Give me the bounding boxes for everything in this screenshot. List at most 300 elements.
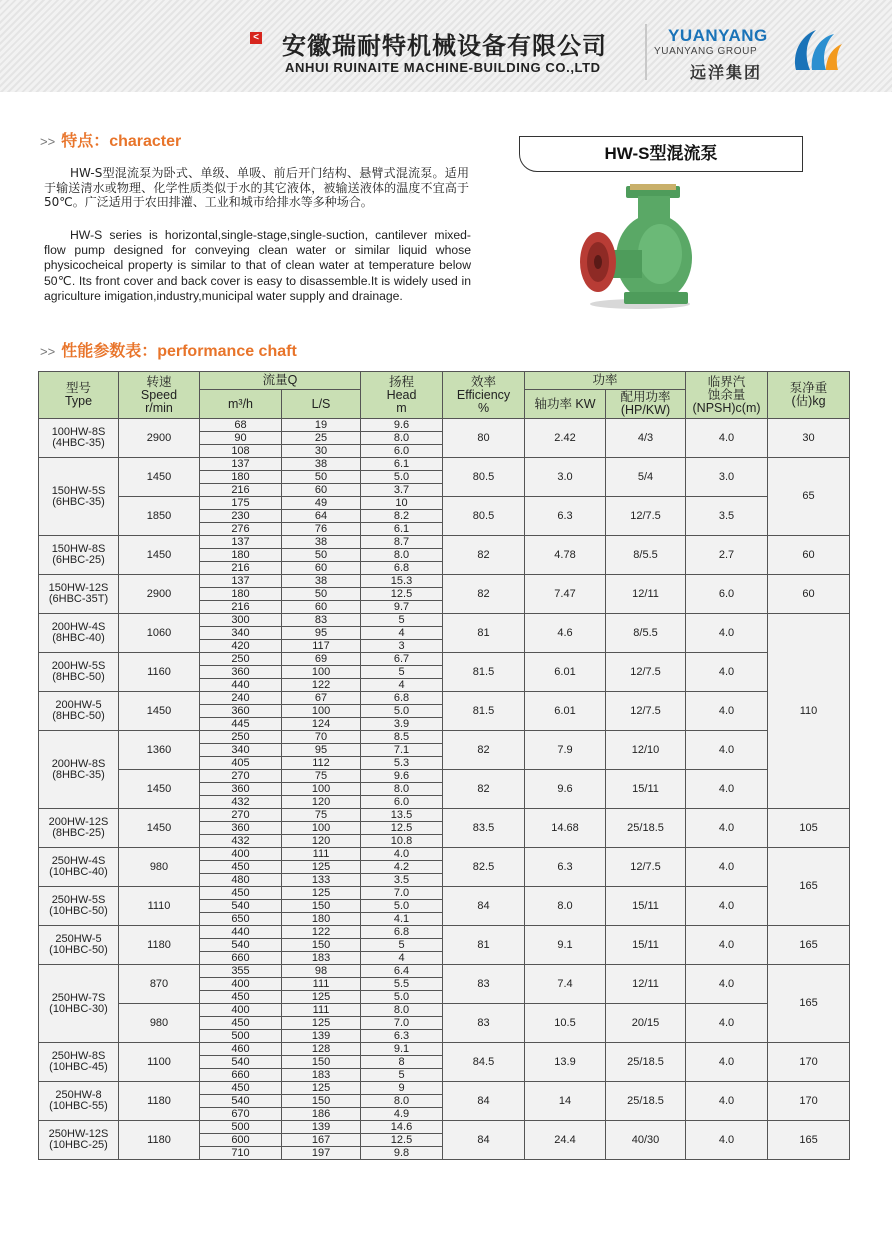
- double-chevron-icon: >>: [40, 344, 56, 359]
- npsh-cell: 2.7: [686, 536, 768, 575]
- flow-m3h-cell: 340: [200, 744, 282, 757]
- flow-m3h-cell: 450: [200, 1017, 282, 1030]
- flow-m3h-cell: 300: [200, 614, 282, 627]
- double-chevron-icon: >>: [40, 134, 56, 149]
- flow-ls-cell: 50: [282, 549, 361, 562]
- flow-ls-cell: 112: [282, 757, 361, 770]
- head-cell: 4.9: [361, 1108, 443, 1121]
- flow-ls-cell: 50: [282, 471, 361, 484]
- table-row: [39, 731, 850, 744]
- pump-model: 200HW-12S: [48, 816, 109, 828]
- flow-ls-cell: 19: [282, 419, 361, 432]
- flow-m3h-cell: 360: [200, 666, 282, 679]
- col-header-model: 型号 Type: [39, 372, 119, 419]
- head-cell: 5: [361, 1069, 443, 1082]
- table-row: [39, 614, 850, 627]
- speed-cell: 1060: [119, 614, 200, 653]
- head-cell: 5: [361, 614, 443, 627]
- logo-text-cn: 远洋集团: [690, 63, 763, 82]
- head-cell: 6.1: [361, 523, 443, 536]
- table-row: [39, 458, 850, 471]
- shaft-cell: 2.42: [525, 419, 606, 458]
- pump-model-cell: [39, 1082, 119, 1121]
- flow-m3h-cell: 540: [200, 1095, 282, 1108]
- flow-m3h-cell: 400: [200, 978, 282, 991]
- pump-model: 150HW-12S: [48, 582, 109, 594]
- flow-m3h-cell: 405: [200, 757, 282, 770]
- weight-cell: 165: [768, 926, 850, 965]
- flow-ls-cell: 30: [282, 445, 361, 458]
- speed-cell: 980: [119, 1004, 200, 1043]
- eff-cell: 84.5: [443, 1043, 525, 1082]
- flow-m3h-cell: 355: [200, 965, 282, 978]
- head-cell: 4.0: [361, 848, 443, 861]
- col-header-weight: 泵净重 (估)kg: [768, 372, 850, 419]
- flow-m3h-cell: 250: [200, 731, 282, 744]
- pump-model: 250HW-5S: [51, 894, 106, 906]
- col-header-speed: 转速 Speed r/min: [119, 372, 200, 419]
- head-cell: 6.8: [361, 926, 443, 939]
- pump-model-alt: (10HBC-25): [49, 1139, 108, 1151]
- speed-cell: 1180: [119, 926, 200, 965]
- flow-m3h-cell: 360: [200, 783, 282, 796]
- rated-cell: 12/7.5: [606, 653, 686, 692]
- flow-ls-cell: 60: [282, 601, 361, 614]
- flow-ls-cell: 111: [282, 848, 361, 861]
- pump-model: 100HW-8S: [51, 426, 106, 438]
- shaft-cell: 7.9: [525, 731, 606, 770]
- table-row: [39, 536, 850, 549]
- flow-m3h-cell: 250: [200, 653, 282, 666]
- col-header-flow: 流量Q: [200, 372, 361, 390]
- npsh-cell: 4.0: [686, 692, 768, 731]
- pump-model-alt: (10HBC-30): [49, 1002, 108, 1015]
- head-cell: 9: [361, 1082, 443, 1095]
- flow-ls-cell: 133: [282, 874, 361, 887]
- table-row: [39, 575, 850, 588]
- head-cell: 7.0: [361, 1017, 443, 1030]
- pump-model-cell: [39, 1121, 119, 1160]
- shaft-cell: 6.01: [525, 653, 606, 692]
- speed-cell: 1450: [119, 458, 200, 497]
- pump-model: 200HW-5: [55, 699, 102, 711]
- speed-cell: 980: [119, 848, 200, 887]
- pump-model-alt: (8HBC-50): [52, 671, 105, 683]
- flow-ls-cell: 150: [282, 900, 361, 913]
- pump-model-alt: (6HBC-35T): [48, 593, 109, 605]
- weight-cell: 110: [768, 614, 850, 809]
- flow-ls-cell: 95: [282, 744, 361, 757]
- flow-m3h-cell: 230: [200, 510, 282, 523]
- flow-m3h-cell: 180: [200, 471, 282, 484]
- flow-m3h-cell: 360: [200, 822, 282, 835]
- eff-cell: 81.5: [443, 653, 525, 692]
- head-cell: 6.0: [361, 796, 443, 809]
- flow-ls-cell: 49: [282, 497, 361, 510]
- pump-model-cell: [39, 809, 119, 848]
- shaft-cell: 10.5: [525, 1004, 606, 1043]
- performance-table: [38, 371, 850, 1160]
- head-cell: 9.7: [361, 601, 443, 614]
- flow-m3h-cell: 400: [200, 848, 282, 861]
- pump-model-cell: [39, 926, 119, 965]
- rated-cell: 8/5.5: [606, 536, 686, 575]
- flow-ls-cell: 183: [282, 1069, 361, 1082]
- col-header-efficiency: 效率 Efficiency %: [443, 372, 525, 419]
- flow-ls-cell: 180: [282, 913, 361, 926]
- pump-model-alt: (4HBC-35): [52, 437, 105, 449]
- flow-m3h-cell: 90: [200, 432, 282, 445]
- npsh-cell: 4.0: [686, 1082, 768, 1121]
- pump-model-cell: [39, 965, 119, 1043]
- head-cell: 3.9: [361, 718, 443, 731]
- head-cell: 5.0: [361, 991, 443, 1004]
- shaft-cell: 9.6: [525, 770, 606, 809]
- flow-ls-cell: 183: [282, 952, 361, 965]
- weight-cell: 165: [768, 965, 850, 1043]
- head-cell: 4.2: [361, 861, 443, 874]
- speed-cell: 1110: [119, 887, 200, 926]
- pump-model-cell: [39, 692, 119, 731]
- rated-cell: 12/11: [606, 965, 686, 1004]
- flow-m3h-cell: 660: [200, 952, 282, 965]
- shaft-cell: 6.3: [525, 848, 606, 887]
- speed-cell: 870: [119, 965, 200, 1004]
- head-cell: 7.0: [361, 887, 443, 900]
- performance-title: 性能参数表：performance chaft: [61, 343, 297, 360]
- npsh-cell: 4.0: [686, 809, 768, 848]
- rated-cell: 4/3: [606, 419, 686, 458]
- rated-cell: 15/11: [606, 770, 686, 809]
- shaft-cell: 6.01: [525, 692, 606, 731]
- rated-cell: 20/15: [606, 1004, 686, 1043]
- flow-m3h-cell: 450: [200, 991, 282, 1004]
- speed-cell: 1450: [119, 536, 200, 575]
- eff-cell: 84: [443, 1082, 525, 1121]
- flow-ls-cell: 100: [282, 705, 361, 718]
- flow-ls-cell: 150: [282, 1095, 361, 1108]
- flow-ls-cell: 25: [282, 432, 361, 445]
- pump-model-cell: [39, 536, 119, 575]
- flow-m3h-cell: 180: [200, 588, 282, 601]
- rated-cell: 8/5.5: [606, 614, 686, 653]
- character-text-cn: HW-S型混流泵为卧式、单级、单吸、前后开门结构、悬臂式混流泵。适用于输送清水或物理、化学性质类似于水的其它液体，被输送液体的温度不宜高于50℃。广泛适用于农田排灌、工业和城市给排水等多种场合。: [44, 166, 469, 210]
- shaft-cell: 13.9: [525, 1043, 606, 1082]
- flow-m3h-cell: 276: [200, 523, 282, 536]
- pump-model-cell: [39, 575, 119, 614]
- weight-cell: 105: [768, 809, 850, 848]
- npsh-cell: 6.0: [686, 575, 768, 614]
- flow-m3h-cell: 137: [200, 575, 282, 588]
- pump-model-alt: (10HBC-45): [49, 1061, 108, 1073]
- rated-cell: 25/18.5: [606, 1082, 686, 1121]
- flow-m3h-cell: 670: [200, 1108, 282, 1121]
- flow-ls-cell: 197: [282, 1147, 361, 1160]
- head-cell: 6.7: [361, 653, 443, 666]
- rated-cell: 15/11: [606, 926, 686, 965]
- pump-model-alt: (8HBC-50): [52, 710, 105, 722]
- eff-cell: 84: [443, 1121, 525, 1160]
- flow-ls-cell: 60: [282, 562, 361, 575]
- flow-m3h-cell: 440: [200, 926, 282, 939]
- rated-cell: 40/30: [606, 1121, 686, 1160]
- table-row: [39, 770, 850, 783]
- logo-text-en: YUANYANG: [668, 26, 768, 45]
- rated-cell: 12/7.5: [606, 497, 686, 536]
- head-cell: 4: [361, 952, 443, 965]
- flow-ls-cell: 111: [282, 1004, 361, 1017]
- flow-m3h-cell: 450: [200, 887, 282, 900]
- head-cell: 9.6: [361, 419, 443, 432]
- pump-model-alt: (6HBC-35): [52, 495, 105, 508]
- head-cell: 5: [361, 939, 443, 952]
- pump-model: 250HW-5: [55, 933, 102, 945]
- flow-m3h-cell: 440: [200, 679, 282, 692]
- flow-ls-cell: 150: [282, 939, 361, 952]
- rated-cell: 12/10: [606, 731, 686, 770]
- pump-image: [576, 180, 696, 312]
- npsh-cell: 3.0: [686, 458, 768, 497]
- flow-m3h-cell: 216: [200, 562, 282, 575]
- speed-cell: 1850: [119, 497, 200, 536]
- head-cell: 10.8: [361, 835, 443, 848]
- flow-ls-cell: 38: [282, 458, 361, 471]
- flow-ls-cell: 117: [282, 640, 361, 653]
- flow-ls-cell: 125: [282, 991, 361, 1004]
- flow-m3h-cell: 540: [200, 900, 282, 913]
- weight-cell: 60: [768, 536, 850, 575]
- company-name-cn: 安徽瑞耐特机械设备有限公司: [282, 32, 607, 60]
- head-cell: 12.5: [361, 822, 443, 835]
- col-header-npsh: 临界汽 蚀余量 (NPSH)c(m): [686, 372, 768, 419]
- flow-ls-cell: 128: [282, 1043, 361, 1056]
- flow-m3h-cell: 460: [200, 1043, 282, 1056]
- npsh-cell: 4.0: [686, 1121, 768, 1160]
- table-row: [39, 1043, 850, 1056]
- flow-ls-cell: 70: [282, 731, 361, 744]
- head-cell: 13.5: [361, 809, 443, 822]
- flow-m3h-cell: 420: [200, 640, 282, 653]
- pump-model: 200HW-8S: [51, 757, 106, 770]
- logo-subtitle: YUANYANG GROUP: [654, 46, 758, 57]
- shaft-cell: 4.78: [525, 536, 606, 575]
- pump-model-cell: [39, 653, 119, 692]
- eff-cell: 82: [443, 536, 525, 575]
- weight-cell: 165: [768, 848, 850, 926]
- head-cell: 5.0: [361, 900, 443, 913]
- col-header-power: 功率: [525, 372, 686, 390]
- flow-m3h-cell: 270: [200, 770, 282, 783]
- product-model-title: HW-S型混流泵: [519, 136, 803, 172]
- eff-cell: 83: [443, 1004, 525, 1043]
- flow-ls-cell: 122: [282, 679, 361, 692]
- speed-cell: 2900: [119, 575, 200, 614]
- weight-cell: 65: [768, 458, 850, 536]
- flow-ls-cell: 125: [282, 861, 361, 874]
- rated-cell: 25/18.5: [606, 809, 686, 848]
- head-cell: 10: [361, 497, 443, 510]
- table-row: [39, 926, 850, 939]
- character-heading: [40, 128, 181, 151]
- flow-ls-cell: 100: [282, 666, 361, 679]
- rated-cell: 12/11: [606, 575, 686, 614]
- weight-cell: 170: [768, 1082, 850, 1121]
- speed-cell: 1450: [119, 809, 200, 848]
- table-row: [39, 848, 850, 861]
- character-text-en: HW-S series is horizontal,single-stage,single-suction, cantilever mixed-flow pump designed for conveying clean water or similar liquid whose physicocheical property is similar to that of clean water at temperature below 50℃. Its front cover and back cover is easy to disassemble.It is widely used in agriculture imigation,industry,municipal water supply and drainage.: [44, 228, 471, 303]
- flow-ls-cell: 64: [282, 510, 361, 523]
- shaft-cell: 4.6: [525, 614, 606, 653]
- eff-cell: 82: [443, 575, 525, 614]
- flow-ls-cell: 139: [282, 1121, 361, 1134]
- eff-cell: 80.5: [443, 458, 525, 497]
- npsh-cell: 4.0: [686, 1043, 768, 1082]
- pump-model-alt: (8HBC-25): [52, 827, 105, 839]
- shaft-cell: 14.68: [525, 809, 606, 848]
- head-cell: 8.0: [361, 432, 443, 445]
- eff-cell: 81: [443, 614, 525, 653]
- table-row: [39, 887, 850, 900]
- head-cell: 6.0: [361, 445, 443, 458]
- head-cell: 8.7: [361, 536, 443, 549]
- npsh-cell: 4.0: [686, 926, 768, 965]
- flow-m3h-cell: 270: [200, 809, 282, 822]
- pump-model-alt: (10HBC-50): [49, 905, 108, 917]
- flow-ls-cell: 124: [282, 718, 361, 731]
- head-cell: 8: [361, 1056, 443, 1069]
- speed-cell: 1450: [119, 770, 200, 809]
- npsh-cell: 4.0: [686, 887, 768, 926]
- performance-heading: [40, 338, 297, 361]
- head-cell: 3: [361, 640, 443, 653]
- flow-m3h-cell: 400: [200, 1004, 282, 1017]
- head-cell: 8.0: [361, 783, 443, 796]
- flow-m3h-cell: 108: [200, 445, 282, 458]
- col-header-rated-power: 配用功率 (HP/KW): [606, 390, 686, 419]
- flow-m3h-cell: 180: [200, 549, 282, 562]
- flow-ls-cell: 120: [282, 796, 361, 809]
- eff-cell: 82.5: [443, 848, 525, 887]
- flow-ls-cell: 75: [282, 809, 361, 822]
- weight-cell: 165: [768, 1121, 850, 1160]
- table-row: [39, 419, 850, 432]
- pump-model-alt: (6HBC-25): [52, 554, 105, 566]
- eff-cell: 81.5: [443, 692, 525, 731]
- head-cell: 7.1: [361, 744, 443, 757]
- flow-ls-cell: 98: [282, 965, 361, 978]
- shaft-cell: 3.0: [525, 458, 606, 497]
- flow-ls-cell: 122: [282, 926, 361, 939]
- header-divider: [645, 24, 647, 80]
- table-row: [39, 692, 850, 705]
- eff-cell: 84: [443, 887, 525, 926]
- npsh-cell: 4.0: [686, 965, 768, 1004]
- shaft-cell: 8.0: [525, 887, 606, 926]
- pump-model: 250HW-8: [55, 1089, 102, 1101]
- shaft-cell: 7.4: [525, 965, 606, 1004]
- head-cell: 3.5: [361, 874, 443, 887]
- pump-model-cell: [39, 1043, 119, 1082]
- flow-m3h-cell: 240: [200, 692, 282, 705]
- shaft-cell: 14: [525, 1082, 606, 1121]
- pump-model-cell: [39, 731, 119, 809]
- speed-cell: 1360: [119, 731, 200, 770]
- head-cell: 15.3: [361, 575, 443, 588]
- col-header-head: 扬程 Head m: [361, 372, 443, 419]
- npsh-cell: 4.0: [686, 731, 768, 770]
- flow-m3h-cell: 540: [200, 939, 282, 952]
- flow-m3h-cell: 450: [200, 861, 282, 874]
- head-cell: 6.4: [361, 965, 443, 978]
- pump-model-cell: [39, 419, 119, 458]
- npsh-cell: 4.0: [686, 653, 768, 692]
- col-header-flow-ls: L/S: [282, 390, 361, 419]
- table-row: [39, 1082, 850, 1095]
- flow-m3h-cell: 216: [200, 601, 282, 614]
- weight-cell: 30: [768, 419, 850, 458]
- table-row: [39, 497, 850, 510]
- npsh-cell: 4.0: [686, 419, 768, 458]
- flow-ls-cell: 95: [282, 627, 361, 640]
- flow-m3h-cell: 600: [200, 1134, 282, 1147]
- head-cell: 6.8: [361, 562, 443, 575]
- pump-model-cell: [39, 458, 119, 536]
- speed-cell: 1180: [119, 1082, 200, 1121]
- npsh-cell: 4.0: [686, 770, 768, 809]
- flow-ls-cell: 120: [282, 835, 361, 848]
- head-cell: 6.8: [361, 692, 443, 705]
- rated-cell: 12/7.5: [606, 848, 686, 887]
- eff-cell: 83: [443, 965, 525, 1004]
- table-row: [39, 965, 850, 978]
- pump-model: 200HW-4S: [51, 621, 106, 633]
- rated-cell: 12/7.5: [606, 692, 686, 731]
- flow-ls-cell: 67: [282, 692, 361, 705]
- flow-m3h-cell: 445: [200, 718, 282, 731]
- company-name-en: ANHUI RUINAITE MACHINE-BUILDING CO.,LTD: [285, 60, 601, 75]
- flow-m3h-cell: 500: [200, 1030, 282, 1043]
- head-cell: 5.5: [361, 978, 443, 991]
- npsh-cell: 4.0: [686, 614, 768, 653]
- eff-cell: 80: [443, 419, 525, 458]
- eff-cell: 82: [443, 770, 525, 809]
- head-cell: 4.1: [361, 913, 443, 926]
- pump-model: 250HW-8S: [51, 1050, 106, 1062]
- head-cell: 12.5: [361, 1134, 443, 1147]
- flow-ls-cell: 60: [282, 484, 361, 497]
- flow-ls-cell: 50: [282, 588, 361, 601]
- flow-ls-cell: 83: [282, 614, 361, 627]
- flow-ls-cell: 100: [282, 822, 361, 835]
- flow-m3h-cell: 216: [200, 484, 282, 497]
- flow-m3h-cell: 137: [200, 536, 282, 549]
- pump-model: 200HW-5S: [51, 660, 106, 672]
- flow-ls-cell: 38: [282, 575, 361, 588]
- flow-m3h-cell: 710: [200, 1147, 282, 1160]
- flow-ls-cell: 76: [282, 523, 361, 536]
- shaft-cell: 9.1: [525, 926, 606, 965]
- pump-model-alt: (8HBC-35): [52, 768, 105, 781]
- flow-ls-cell: 125: [282, 1082, 361, 1095]
- speed-cell: 1180: [119, 1121, 200, 1160]
- flow-m3h-cell: 137: [200, 458, 282, 471]
- pump-model-cell: [39, 848, 119, 887]
- npsh-cell: 3.5: [686, 497, 768, 536]
- pump-model: 250HW-12S: [48, 1128, 109, 1140]
- flow-ls-cell: 167: [282, 1134, 361, 1147]
- rated-cell: 5/4: [606, 458, 686, 497]
- table-row: [39, 653, 850, 666]
